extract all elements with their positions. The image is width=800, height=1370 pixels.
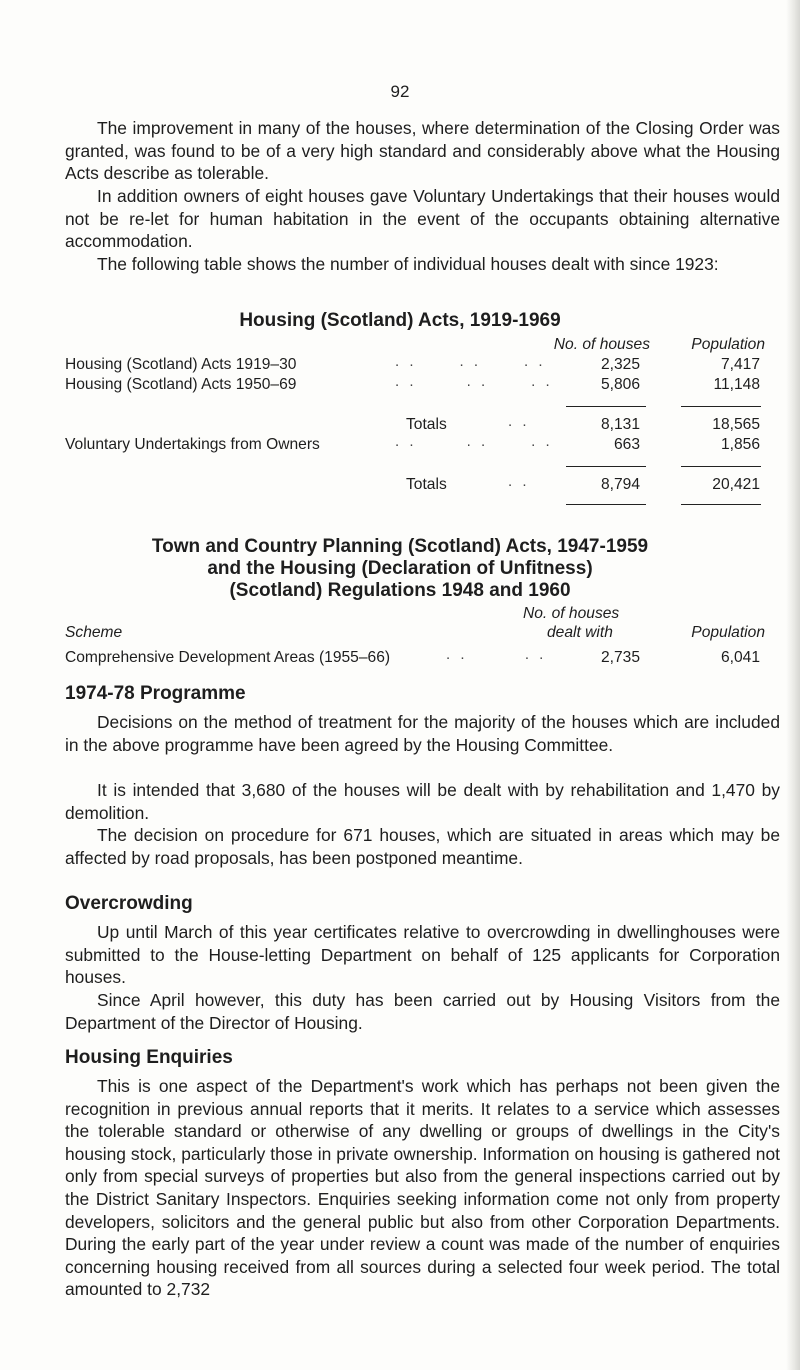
subtotal-rule	[681, 406, 761, 407]
table-cell-population: 20,421	[712, 476, 760, 493]
programme-paragraph-2: It is intended that 3,680 of the houses will be dealt with by rehabilitation and 1,470 by demolition.	[65, 780, 780, 823]
grand-total-rule	[681, 504, 761, 505]
leader-dots: . .	[508, 413, 530, 430]
leader-dots: . .	[508, 473, 530, 490]
col-header-population: Population	[691, 624, 765, 641]
table-row-label: Voluntary Undertakings from Owners	[65, 436, 320, 453]
intro-paragraph-1: The improvement in many of the houses, where determination of the Closing Order was granted, was found to be of a very high standard and considerably above what the Housing Acts describe as tolerable.	[65, 118, 780, 184]
table-cell-houses: 663	[613, 436, 640, 453]
intro-paragraph-3: The following table shows the number of individual houses dealt with since 1923:	[97, 254, 719, 274]
intro-paragraph-2: In addition owners of eight houses gave Voluntary Undertakings that their houses would not be re-let for human habitation in the event of the occupants obtaining alternative accommodation.	[65, 186, 780, 252]
subtotal-rule	[566, 406, 646, 407]
leader-dots: . . . .	[446, 646, 547, 663]
table-row-label: Housing (Scotland) Acts 1950–69	[65, 376, 297, 393]
planning-title-line-3: (Scotland) Regulations 1948 and 1960	[229, 580, 571, 601]
leader-dots: . . . . . .	[395, 433, 553, 450]
col-header-scheme: Scheme	[65, 624, 123, 641]
totals-label: Totals	[406, 476, 447, 493]
table-cell-houses: 8,131	[600, 416, 640, 433]
overcrowding-heading: Overcrowding	[65, 893, 193, 914]
planning-title-line-1: Town and Country Planning (Scotland) Acts, 1947-1959	[151, 536, 649, 557]
col-header-dealt-with: dealt with	[547, 624, 613, 641]
table-cell-houses: 5,806	[600, 376, 640, 393]
table-cell-houses: 2,325	[600, 356, 640, 373]
page-number: 92	[390, 82, 410, 101]
programme-heading: 1974-78 Programme	[65, 683, 246, 704]
col-header-houses: No. of houses	[553, 336, 650, 353]
table-row-label: Housing (Scotland) Acts 1919–30	[65, 356, 297, 373]
table-cell-houses: 2,735	[600, 649, 640, 666]
table-cell-population: 1,856	[720, 436, 760, 453]
leader-dots: . . . . . .	[395, 373, 553, 390]
totals-label: Totals	[406, 416, 447, 433]
page-edge-shadow	[786, 0, 800, 1370]
col-header-population: Population	[691, 336, 765, 353]
table-cell-houses: 8,794	[600, 476, 640, 493]
programme-paragraph-3: The decision on procedure for 671 houses, which are situated in areas which may be affected by road proposals, has been postponed meantime.	[65, 825, 780, 868]
grand-total-rule	[566, 504, 646, 505]
overcrowding-paragraph-2: Since April however, this duty has been carried out by Housing Visitors from the Department of the Director of Housing.	[65, 990, 780, 1033]
table-cell-population: 11,148	[713, 376, 760, 393]
table-cell-population: 6,041	[720, 649, 760, 666]
programme-paragraph-1: Decisions on the method of treatment for the majority of the houses which are included in the above programme have been agreed by the Housing Committee.	[65, 712, 780, 755]
total-rule	[681, 466, 761, 467]
table-row-label: Comprehensive Development Areas (1955–66)	[65, 649, 391, 666]
total-rule	[566, 466, 646, 467]
planning-title-line-2: and the Housing (Declaration of Unfitness)	[207, 558, 593, 579]
table-cell-population: 7,417	[720, 356, 760, 373]
table-cell-population: 18,565	[712, 416, 760, 433]
overcrowding-paragraph-1: Up until March of this year certificates relative to overcrowding in dwellinghouses were submitted to the House-letting Department on behalf of 125 applicants for Corporation houses.	[65, 922, 780, 988]
leader-dots: . . . . . .	[395, 353, 546, 370]
col-header-houses: No. of houses	[523, 605, 620, 622]
enquiries-paragraph-1: This is one aspect of the Department's work which has perhaps not been given the recognition in previous annual reports that it merits. It relates to a service which assesses the tolerable standard or otherwise of any dwelling or groups of dwellings in the City's housing stock, particularly those in private ownership. Information on housing is gathered not only from special surveys of properties but also from the general inspections carried out by the District Sanitary Inspectors. Enquiries seeking information come not only from property developers, solicitors and the general public but also from other Corporation Departments. During the early part of the year under review a count was made of the number of enquiries concerning housing received from all sources during a selected four week period. The total amounted to 2,732	[65, 1076, 780, 1300]
housing-table-title: Housing (Scotland) Acts, 1919-1969	[239, 310, 561, 331]
enquiries-heading: Housing Enquiries	[65, 1047, 233, 1068]
